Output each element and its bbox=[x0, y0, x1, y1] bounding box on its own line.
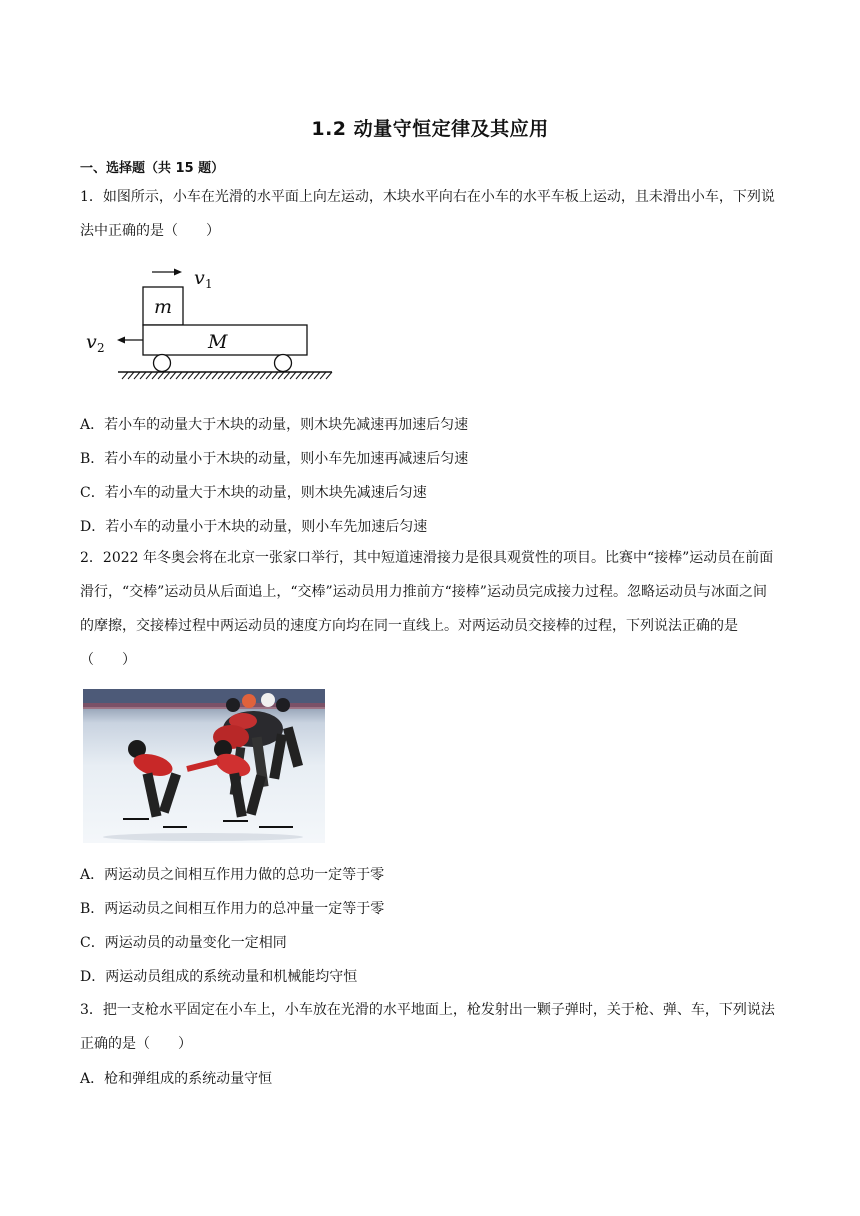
label-v1-sub: 1 bbox=[205, 277, 213, 291]
label-v1: v bbox=[194, 267, 205, 289]
page-title: 1.2 动量守恒定律及其应用 bbox=[311, 118, 549, 140]
cart-block-diagram bbox=[84, 262, 336, 382]
question-2-option-b: B．两运动员之间相互作用力的总冲量一定等于零 bbox=[80, 901, 385, 917]
speed-skating-photo bbox=[83, 689, 325, 843]
label-m: m bbox=[154, 296, 173, 318]
section-heading: 一、选择题（共 15 题） bbox=[80, 161, 225, 176]
question-1-option-c: C．若小车的动量大于木块的动量，则木块先减速后匀速 bbox=[80, 485, 427, 501]
label-v2: v bbox=[86, 331, 97, 353]
question-1-option-a: A．若小车的动量大于木块的动量，则木块先减速再加速后匀速 bbox=[80, 417, 469, 433]
wheel-right bbox=[275, 355, 292, 372]
question-3-stem: 3．把一支枪水平固定在小车上，小车放在光滑的水平地面上，枪发射出一颗子弹时，关于枪、弹、车，下列说法正确的是（ ） bbox=[80, 1002, 775, 1052]
question-2-stem: 2．2022 年冬奥会将在北京一张家口举行，其中短道速滑接力是很具观赏性的项目。比赛中“接棒”运动员在前面滑行，“交棒”运动员从后面追上，“交棒”运动员用力推前方“接棒”运动员完成接力过程。忽略运动员与冰面之间的摩擦，交接棒过程中两运动员的速度方向均在同一直线上。对两运动员交接棒的过程，下列说法正确的是（ ） bbox=[80, 550, 774, 668]
question-2-option-a: A．两运动员之间相互作用力做的总功一定等于零 bbox=[80, 867, 385, 883]
question-1-option-d: D．若小车的动量小于木块的动量，则小车先加速后匀速 bbox=[80, 519, 428, 535]
question-3-option-a: A．枪和弹组成的系统动量守恒 bbox=[80, 1071, 273, 1087]
question-2-option-c: C．两运动员的动量变化一定相同 bbox=[80, 935, 287, 951]
question-1-option-b: B．若小车的动量小于木块的动量，则小车先加速再减速后匀速 bbox=[80, 451, 469, 467]
label-M: M bbox=[208, 331, 228, 353]
ground-hatching bbox=[122, 372, 332, 379]
question-1-stem: 1．如图所示，小车在光滑的水平面上向左运动，木块水平向右在小车的水平车板上运动，且未滑出小车，下列说法中正确的是（ ） bbox=[80, 189, 775, 239]
wheel-left bbox=[154, 355, 171, 372]
label-v2-sub: 2 bbox=[97, 341, 105, 355]
question-2-option-d: D．两运动员组成的系统动量和机械能均守恒 bbox=[80, 969, 358, 985]
